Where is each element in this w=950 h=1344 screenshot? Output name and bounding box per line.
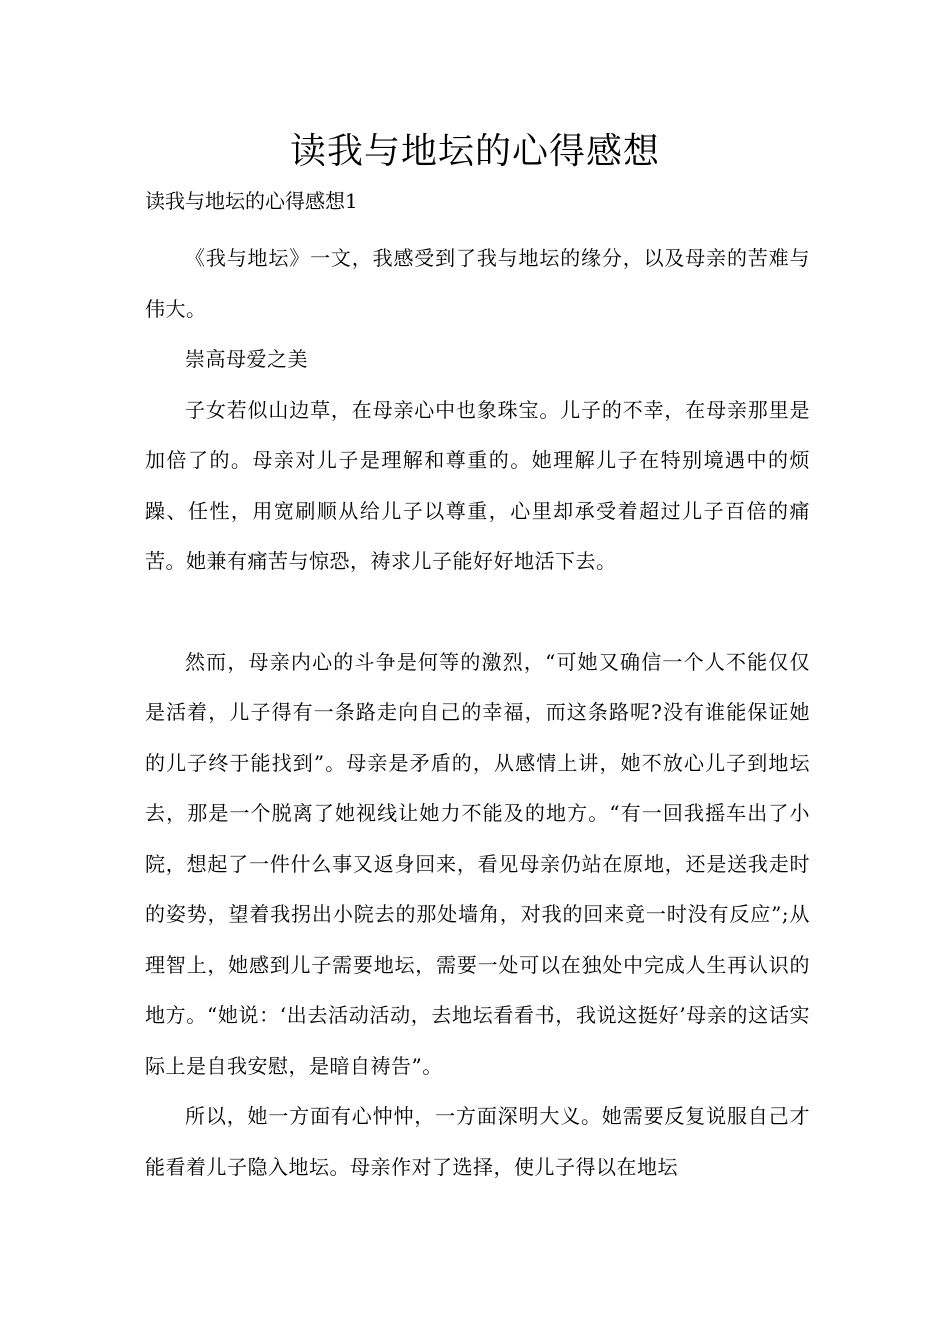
paragraph-mother-struggle: 然而，母亲内心的斗争是何等的激烈，“可她又确信一个人不能仅仅是活着，儿子得有一条路走向自己的幸福，而这条路呢?没有谁能保证她的儿子终于能找到”。母亲是矛盾的，从感情上讲，她不放心儿子到地坛去，那是一个脱离了她视线让她力不能及的地方。“有一回我摇车出了小院，想起了一件什么事又返身回来，看见母亲仍站在原地，还是送我走时的姿势，望着我拐出小院去的那处墙角，对我的回来竟一时没有反应”;从理智上，她感到儿子需要地坛，需要一处可以在独处中完成人生再认识的地方。“她说：‘出去活动活动，去地坛看看书，我说这挺好’母亲的这话实际上是自我安慰，是暗自祷告”。	[145, 649, 810, 1078]
paragraph-mother-love: 子女若似山边草，在母亲心中也象珠宝。儿子的不幸，在母亲那里是加倍了的。母亲对儿子是理解和尊重的。她理解儿子在特别境遇中的烦躁、任性，用宽刷顺从给儿子以尊重，心里却承受着超过儿子百倍的痛苦。她兼有痛苦与惊恐，祷求儿子能好好地活下去。	[145, 397, 810, 573]
document-title: 读我与地坛的心得感想	[289, 131, 660, 172]
paragraph-intro: 《我与地坛》一文，我感受到了我与地坛的缘分，以及母亲的苦难与伟大。	[145, 246, 810, 321]
paragraph-conclusion: 所以，她一方面有心忡忡，一方面深明大义。她需要反复说服自己才能看着儿子隐入地坛。母亲作对了选择，使儿子得以在地坛	[145, 1104, 810, 1179]
document-body	[145, 233, 810, 1192]
document-subtitle: 读我与地坛的心得感想1	[145, 189, 358, 213]
section-heading: 崇高母爱之美	[185, 347, 308, 371]
